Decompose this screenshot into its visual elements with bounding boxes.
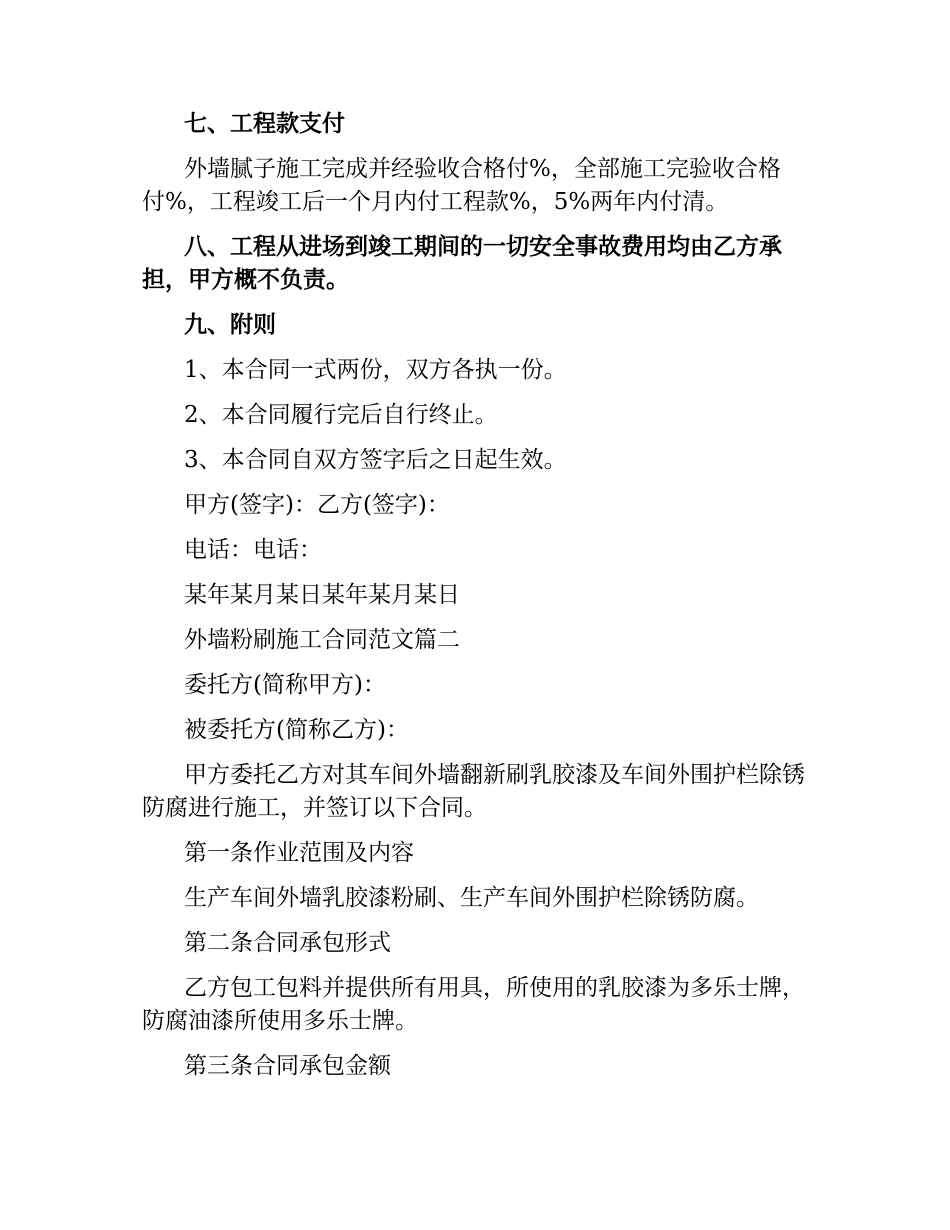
- client-line: 委托方(简称甲方)：: [184, 672, 386, 698]
- contract-intro: 甲方委托乙方对其车间外墙翻新刷乳胶漆及车间外围护栏除锈防腐进行施工，并签订以下合同。: [142, 762, 805, 821]
- signature-line: 甲方(签字)：乙方(签字)：: [184, 492, 450, 518]
- heading-section-9: 九、附则: [184, 312, 276, 338]
- article-2-title: 第二条合同承包形式: [184, 930, 391, 956]
- date-line: 某年某月某日某年某月某日: [184, 582, 460, 608]
- article-1-title: 第一条作业范围及内容: [184, 840, 414, 866]
- clause-2: 2、本合同履行完后自行终止。: [184, 402, 498, 428]
- second-contract-title: 外墙粉刷施工合同范文篇二: [184, 627, 460, 653]
- article-2-content: 乙方包工包料并提供所有用具，所使用的乳胶漆为多乐士牌，防腐油漆所使用多乐士牌。: [142, 975, 805, 1034]
- paragraph-payment-terms: 外墙腻子施工完成并经验收合格付%，全部施工完验收合格付%，工程竣工后一个月内付工程款%，5%两年内付清。: [142, 156, 781, 215]
- phone-line: 电话：电话：: [184, 537, 322, 563]
- heading-section-7: 七、工程款支付: [184, 111, 345, 137]
- clause-3: 3、本合同自双方签字后之日起生效。: [184, 447, 567, 473]
- heading-section-8: 八、工程从进场到竣工期间的一切安全事故费用均由乙方承担，甲方概不负责。: [142, 234, 782, 293]
- article-1-content: 生产车间外墙乳胶漆粉刷、生产车间外围护栏除锈防腐。: [184, 885, 759, 911]
- clause-1: 1、本合同一式两份，双方各执一份。: [184, 357, 567, 383]
- document-body: [142, 108, 810, 1095]
- article-3-title: 第三条合同承包金额: [184, 1053, 391, 1079]
- contractor-line: 被委托方(简称乙方)：: [184, 717, 409, 743]
